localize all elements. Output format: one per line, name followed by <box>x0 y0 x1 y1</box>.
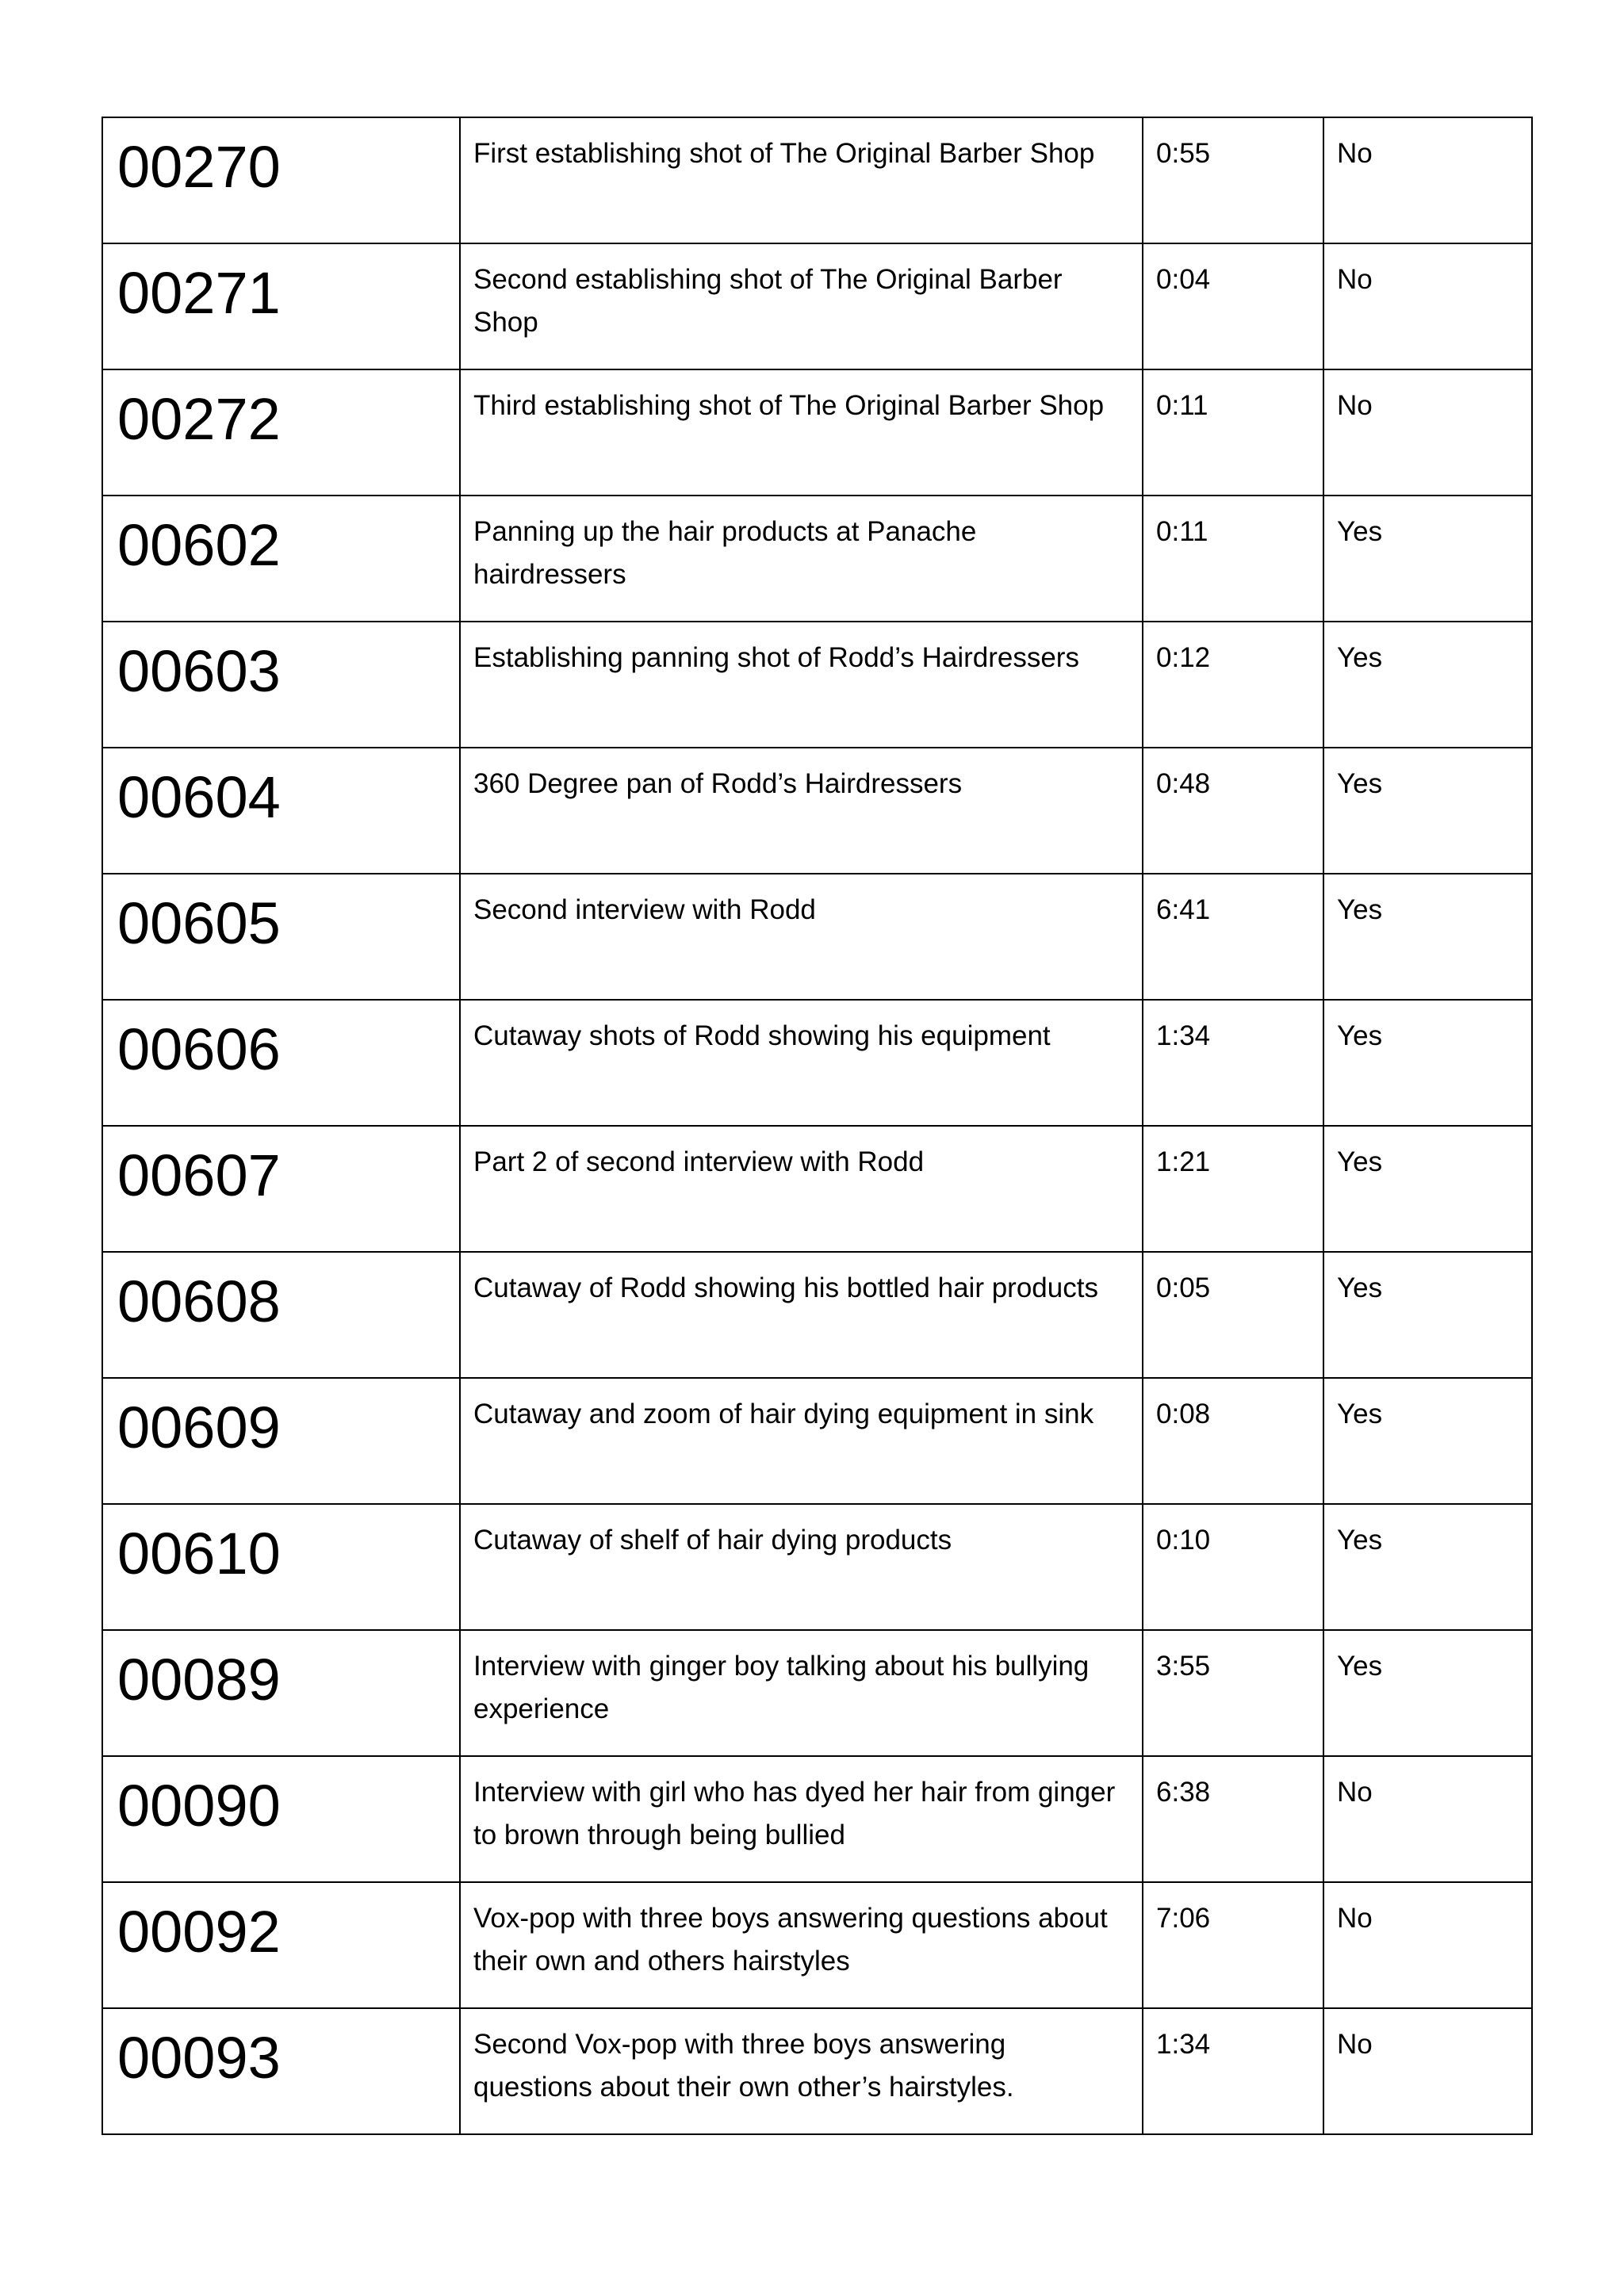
duration-cell <box>1143 2008 1323 2134</box>
description-cell-text: Establishing panning shot of Rodd’s Hairdressers <box>473 642 1079 673</box>
table-row <box>102 1126 1532 1252</box>
table-row <box>102 117 1532 243</box>
duration-cell <box>1143 1378 1323 1504</box>
clip-number-cell-text: 00092 <box>117 1899 281 1965</box>
table-row <box>102 2008 1532 2134</box>
duration-cell-text: 0:10 <box>1156 1525 1211 1556</box>
used-cell <box>1323 1630 1532 1756</box>
description-cell-text: Panning up the hair products at Panache hairdressers <box>473 516 977 590</box>
duration-cell-text: 3:55 <box>1156 1651 1211 1682</box>
clip-number-cell <box>102 1882 460 2008</box>
duration-cell <box>1143 1756 1323 1882</box>
used-cell-text: No <box>1337 264 1373 295</box>
description-cell <box>460 1378 1143 1504</box>
table-row <box>102 1252 1532 1378</box>
used-cell-text: Yes <box>1337 1525 1383 1556</box>
description-cell-text: Third establishing shot of The Original Barber Shop <box>473 390 1105 421</box>
used-cell <box>1323 1252 1532 1378</box>
description-cell-text: Part 2 of second interview with Rodd <box>473 1146 925 1177</box>
duration-cell <box>1143 243 1323 369</box>
used-cell <box>1323 1378 1532 1504</box>
clip-number-cell-text: 00093 <box>117 2025 281 2091</box>
used-cell <box>1323 1000 1532 1126</box>
used-cell-text: Yes <box>1337 1146 1383 1177</box>
duration-cell <box>1143 1882 1323 2008</box>
table-row <box>102 243 1532 369</box>
clip-number-cell-text: 00609 <box>117 1395 281 1460</box>
duration-cell <box>1143 1504 1323 1630</box>
clip-number-cell <box>102 496 460 622</box>
table-row <box>102 1630 1532 1756</box>
duration-cell <box>1143 117 1323 243</box>
clip-number-cell <box>102 243 460 369</box>
duration-cell <box>1143 1630 1323 1756</box>
duration-cell-text: 0:04 <box>1156 264 1211 295</box>
description-cell-text: Cutaway of shelf of hair dying products <box>473 1525 952 1556</box>
duration-cell-text: 0:55 <box>1156 138 1211 169</box>
used-cell-text: No <box>1337 1777 1373 1808</box>
clip-number-cell <box>102 2008 460 2134</box>
clip-number-cell <box>102 1000 460 1126</box>
clip-number-cell-text: 00272 <box>117 386 281 452</box>
clip-number-cell-text: 00605 <box>117 890 281 956</box>
used-cell <box>1323 1126 1532 1252</box>
used-cell-text: Yes <box>1337 1020 1383 1051</box>
duration-cell-text: 1:21 <box>1156 1146 1211 1177</box>
clip-number-cell <box>102 1504 460 1630</box>
duration-cell <box>1143 369 1323 496</box>
clip-number-cell <box>102 622 460 748</box>
duration-cell <box>1143 622 1323 748</box>
description-cell <box>460 748 1143 874</box>
duration-cell-text: 7:06 <box>1156 1903 1211 1934</box>
clip-number-cell <box>102 1126 460 1252</box>
clip-number-cell <box>102 1630 460 1756</box>
duration-cell-text: 1:34 <box>1156 2029 1211 2060</box>
description-cell-text: Interview with girl who has dyed her hair from ginger to brown through being bullied <box>473 1777 1116 1850</box>
description-cell-text: Second establishing shot of The Original Barber Shop <box>473 264 1063 338</box>
description-cell <box>460 243 1143 369</box>
description-cell <box>460 874 1143 1000</box>
used-cell-text: No <box>1337 2029 1373 2060</box>
duration-cell-text: 0:08 <box>1156 1399 1211 1429</box>
duration-cell <box>1143 1252 1323 1378</box>
duration-cell-text: 0:11 <box>1156 390 1208 421</box>
description-cell-text: Second Vox-pop with three boys answering questions about their own other’s hairstyles. <box>473 2029 1014 2103</box>
clip-number-cell-text: 00270 <box>117 134 281 200</box>
description-cell <box>460 622 1143 748</box>
description-cell-text: Cutaway shots of Rodd showing his equipment <box>473 1020 1051 1051</box>
clip-number-cell-text: 00610 <box>117 1521 281 1586</box>
table-row <box>102 622 1532 748</box>
duration-cell-text: 1:34 <box>1156 1020 1211 1051</box>
description-cell-text: Interview with ginger boy talking about his bullying experience <box>473 1651 1090 1724</box>
used-cell <box>1323 1882 1532 2008</box>
description-cell <box>460 1882 1143 2008</box>
clip-number-cell <box>102 748 460 874</box>
clip-number-cell-text: 00606 <box>117 1016 281 1082</box>
description-cell <box>460 1000 1143 1126</box>
used-cell <box>1323 243 1532 369</box>
duration-cell <box>1143 496 1323 622</box>
table-row <box>102 1756 1532 1882</box>
description-cell-text: First establishing shot of The Original Barber Shop <box>473 138 1095 169</box>
used-cell-text: No <box>1337 138 1373 169</box>
used-cell-text: Yes <box>1337 1272 1383 1303</box>
duration-cell-text: 0:05 <box>1156 1272 1211 1303</box>
description-cell-text: 360 Degree pan of Rodd’s Hairdressers <box>473 768 963 799</box>
duration-cell-text: 6:41 <box>1156 894 1211 925</box>
duration-cell <box>1143 874 1323 1000</box>
used-cell <box>1323 2008 1532 2134</box>
table-row <box>102 369 1532 496</box>
used-cell <box>1323 622 1532 748</box>
used-cell-text: No <box>1337 1903 1373 1934</box>
clip-number-cell-text: 00271 <box>117 260 281 326</box>
table-row <box>102 874 1532 1000</box>
used-cell-text: Yes <box>1337 1651 1383 1682</box>
clip-number-cell <box>102 117 460 243</box>
used-cell <box>1323 874 1532 1000</box>
table-row <box>102 748 1532 874</box>
clip-number-cell <box>102 369 460 496</box>
used-cell <box>1323 1504 1532 1630</box>
used-cell-text: Yes <box>1337 1399 1383 1429</box>
table-row <box>102 496 1532 622</box>
used-cell <box>1323 1756 1532 1882</box>
table-row <box>102 1378 1532 1504</box>
clip-number-cell <box>102 1252 460 1378</box>
clip-number-cell-text: 00604 <box>117 764 281 830</box>
footage-log-body <box>102 117 1532 2134</box>
clip-number-cell-text: 00608 <box>117 1269 281 1334</box>
table-row <box>102 1504 1532 1630</box>
description-cell <box>460 369 1143 496</box>
clip-number-cell-text: 00603 <box>117 638 281 704</box>
used-cell-text: Yes <box>1337 894 1383 925</box>
clip-number-cell-text: 00090 <box>117 1773 281 1839</box>
duration-cell <box>1143 1000 1323 1126</box>
duration-cell-text: 6:38 <box>1156 1777 1211 1808</box>
used-cell-text: Yes <box>1337 516 1383 547</box>
used-cell-text: No <box>1337 390 1373 421</box>
clip-number-cell-text: 00602 <box>117 512 281 578</box>
description-cell <box>460 1504 1143 1630</box>
clip-number-cell <box>102 1756 460 1882</box>
description-cell-text: Second interview with Rodd <box>473 894 816 925</box>
clip-number-cell-text: 00607 <box>117 1142 281 1208</box>
table-row <box>102 1000 1532 1126</box>
duration-cell <box>1143 1126 1323 1252</box>
description-cell-text: Vox-pop with three boys answering questions about their own and others hairstyles <box>473 1903 1108 1976</box>
description-cell <box>460 1630 1143 1756</box>
clip-number-cell <box>102 1378 460 1504</box>
used-cell <box>1323 748 1532 874</box>
description-cell <box>460 1126 1143 1252</box>
used-cell <box>1323 369 1532 496</box>
description-cell-text: Cutaway and zoom of hair dying equipment in sink <box>473 1399 1094 1429</box>
duration-cell-text: 0:48 <box>1156 768 1211 799</box>
description-cell <box>460 2008 1143 2134</box>
clip-number-cell <box>102 874 460 1000</box>
duration-cell-text: 0:12 <box>1156 642 1211 673</box>
used-cell <box>1323 117 1532 243</box>
description-cell <box>460 1756 1143 1882</box>
used-cell-text: Yes <box>1337 642 1383 673</box>
duration-cell <box>1143 748 1323 874</box>
description-cell <box>460 496 1143 622</box>
duration-cell-text: 0:11 <box>1156 516 1208 547</box>
table-row <box>102 1882 1532 2008</box>
description-cell <box>460 117 1143 243</box>
clip-number-cell-text: 00089 <box>117 1647 281 1712</box>
footage-log-table <box>102 117 1533 2135</box>
used-cell-text: Yes <box>1337 768 1383 799</box>
description-cell-text: Cutaway of Rodd showing his bottled hair products <box>473 1272 1098 1303</box>
used-cell <box>1323 496 1532 622</box>
description-cell <box>460 1252 1143 1378</box>
